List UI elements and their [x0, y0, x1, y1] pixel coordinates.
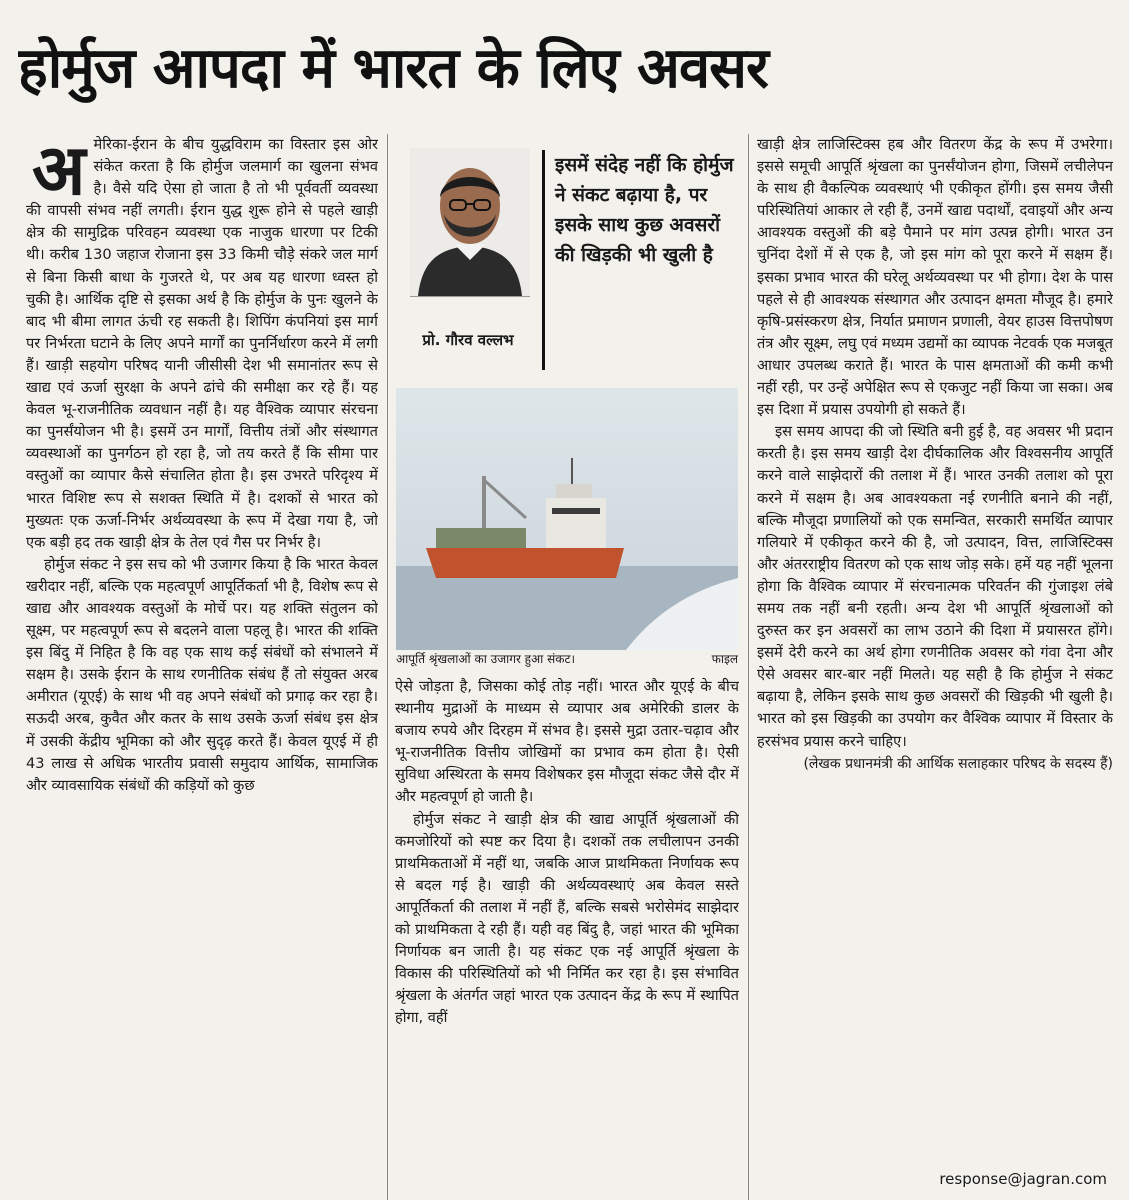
caption-text: आपूर्ति श्रृंखलाओं का उजागर हुआ संकट। [396, 652, 576, 666]
author-designation: (लेखक प्रधानमंत्री की आर्थिक सलाहकार परिषद के सदस्य हैं) [803, 755, 1113, 772]
article-column-3 [757, 134, 1113, 1200]
paragraph: ऐसे जोड़ता है, जिसका कोई तोड़ नहीं। भारत और यूएई के बीच स्थानीय मुद्राओं के माध्यम से व्यापार अब अमेरिकी डालर के बजाय रुपये और दिरहम में संभव है। इससे मुद्रा उतार-चढ़ाव और भू-राजनीतिक वित्तीय जोखिमों का प्रभाव कम होता है। ऐसी सुविधा अस्थिरता के समय विशेषकर इस मौजूदा संकट जैसे दौर में और महत्वपूर्ण हो जाती है। [395, 678, 739, 806]
article-column-2 [395, 676, 739, 1200]
dropcap: अ [32, 134, 86, 211]
headline: होर्मुज आपदा में भारत के लिए अवसर [18, 36, 768, 101]
paragraph: होर्मुज संकट ने इस सच को भी उजागर किया है कि भारत केवल खरीदार नहीं, बल्कि एक महत्वपूर्ण आपूर्तिकर्ता भी है, विशेष रूप से खाद्य और आवश्यक वस्तुओं के मोर्चे पर। यह शक्ति संतुलन को सूक्ष्म, पर महत्वपूर्ण रूप से बदलने वाला पहलू है। भारत की शक्ति इस बिंदु में निहित है कि वह एक साथ कई संबंधों को संभालने में सक्षम है। उसके ईरान के साथ रणनीतिक संबंध हैं तो संयुक्त अरब अमीरात (यूएई) के साथ भी वह अपने संबंधों को प्रगाढ़ कर रहा है। सऊदी अरब, कुवैत और कतर के साथ उसके ऊर्जा संबंध इस क्षेत्र में उसकी केंद्रीय भूमिका को और सुदृढ़ करते हैं। केवल यूएई में ही 43 लाख से अधिक भारतीय प्रवासी समुदाय आर्थिक, सामाजिक और व्यावसायिक संबंधों की कड़ियों को कुछ [26, 555, 378, 794]
pull-quote: इसमें संदेह नहीं कि होर्मुज ने संकट बढ़ाया है, पर इसके साथ कुछ अवसरों की खिड़की भी खुली है [542, 150, 745, 370]
column-rule [387, 134, 388, 1200]
ship-photo [396, 388, 738, 650]
paragraph: खाड़ी क्षेत्र लाजिस्टिक्स हब और वितरण केंद्र के रूप में उभरेगा। इससे समूची आपूर्ति श्रृंखला का पुनर्संयोजन होगा, जिसमें लचीलेपन के साथ ही वैकल्पिक व्यवस्थाएं भी एकीकृत होंगी। इस समय जैसी परिस्थितियां आकार ले रही हैं, उनमें खाद्य पदार्थों, दवाइयों और अन्य आवश्यक वस्तुओं की बड़े पैमाने पर मांग उत्पन्न होगी। भारत उन चुनिंदा देशों में से एक है, जो इस मांग को पूरा करने में सक्षम हैं। इसका प्रभाव भारत की घरेलू अर्थव्यवस्था पर भी होगा। देश के पास पहले से ही आवश्यक संस्थागत और उत्पादन क्षमता मौजूद है। हमारे कृषि-प्रसंस्करण क्षेत्र, निर्यात प्रमाणन प्रणाली, वेयर हाउस वित्तपोषण तंत्र और सूक्ष्म, लघु एवं मध्यम उद्यमों का व्यापक नेटवर्क एक मजबूत आधार उपलब्ध कराते हैं। भारत के पास क्षमताओं की कमी कभी नहीं रही, पर उन्हें अपेक्षित रूप से एकजुट नहीं किया जा सका। अब इस दिशा में प्रयास उपयोगी हो सकते हैं। [757, 136, 1113, 419]
paragraph: मेरिका-ईरान के बीच युद्धविराम का विस्तार इस ओर संकेत करता है कि होर्मुज जलमार्ग का खुलना संभव है। वैसे यदि ऐसा हो जाता है तो भी पूर्ववर्ती व्यवस्था की वापसी संभव नहीं लगती। ईरान युद्ध शुरू होने से पहले खाड़ी क्षेत्र की सामुद्रिक परिवहन व्यवस्था एक नाजुक धारणा पर टिकी थी। करीब 130 जहाज रोजाना इस 33 किमी चौड़े संकरे जल मार्ग से बिना किसी बाधा के गुजरते थे, पर अब यह धारणा ध्वस्त हो चुकी है। आर्थिक दृष्टि से इसका अर्थ है कि होर्मुज के पुनः खुलने के बाद भी बीमा लागत ऊंची रह सकती है। शिपिंग कंपनियां इस मार्ग पर निर्भरता घटाने के लिए अपने मार्गों का पुनर्निर्धारण करने में लगी हैं। खाड़ी सहयोग परिषद यानी जीसीसी देश भी समानांतर रूप से खाद्य एवं ऊर्जा सुरक्षा के अपने ढांचे की समीक्षा कर रहे हैं। यह केवल भू-राजनीतिक व्यवधान नहीं है। यह वैश्विक व्यापार संरचना का पुनर्संयोजन भी है। इसमें उन मार्गों, वित्तीय तंत्रों और संस्थागत व्यवस्थाओं का पुनर्गठन हो रहा है, जो तय करते हैं कि सीमा पार वस्तुओं का व्यापार कैसे संचालित होता है। इस उभरते परिदृश्य में भारत विशिष्ट रूप से सशक्त स्थिति में है। दशकों से भारत को मुख्यतः एक ऊर्जा-निर्भर अर्थव्यवस्था के रूप में देखा गया है, जो एक बड़ी हद तक खाड़ी क्षेत्र के तेल एवं गैस पर निर्भर है। [26, 136, 378, 551]
contact-email[interactable]: response@jagran.com [939, 1170, 1107, 1188]
paragraph: इस समय आपदा की जो स्थिति बनी हुई है, वह अवसर भी प्रदान करती है। इस समय खाड़ी देश दीर्घकालिक और विश्वसनीय आपूर्ति करने वाले साझेदारों की तलाश में हैं। भारत उनकी तलाश को पूरा करने में सक्षम है। अब आवश्यकता नई रणनीति बनाने की नहीं, बल्कि मौजूदा प्रणालियों को एक समन्वित, सरकारी समर्थित व्यापार गलियारे में एकीकृत करने की है, जो उत्पादन, वित्त, लाजिस्टिक्स और अंतरराष्ट्रीय वितरण को एक साथ जोड़ सके। हमें यह नहीं भूलना होगा कि वैश्विक व्यापार में संरचनात्मक परिवर्तन की गुंजाइश लंबे समय तक नहीं बनी रहती। अन्य देश भी आपूर्ति श्रृंखलाओं को दुरुस्त कर इन अवसरों का लाभ उठाने की दिशा में प्रयासरत होंगे। इसमें देरी करने का अर्थ होगा रणनीतिक अवसर को गंवा देना और ऐसे अवसर बार-बार नहीं मिलते। यह सही है कि होर्मुज ने संकट बढ़ाया है, लेकिन इसके साथ कुछ अवसरों की खिड़की भी खुली है। भारत को इस खिड़की का उपयोग कर वैश्विक व्यापार में विस्तार के हरसंभव प्रयास करने चाहिए। [757, 423, 1113, 750]
author-name: प्रो. गौरव वल्लभ [422, 331, 514, 349]
photo-credit: फाइल [711, 652, 738, 666]
photo-caption [396, 650, 738, 668]
paragraph: होर्मुज संकट ने खाड़ी क्षेत्र की खाद्य आपूर्ति श्रृंखलाओं की कमजोरियों को स्पष्ट कर दिया है। दशकों तक लचीलापन उनकी प्राथमिकताओं में नहीं था, जबकि आज प्राथमिकता निर्णायक रूप से बदल गई है। खाड़ी की अर्थव्यवस्थाएं अब केवल सस्ते आपूर्तिकर्ता की तलाश में नहीं हैं, बल्कि सबसे भरोसेमंद साझेदार को प्राथमिकता दे रही हैं। यही वह बिंदु है, जहां भारत की भूमिका निर्णायक बन जाती है। यह संकट एक नई आपूर्ति श्रृंखला के विकास की परिस्थितियों को भी निर्मित कर रहा है। इस संभावित श्रृंखला के अंतर्गत जहां भारत एक उत्पादन केंद्र के रूप में स्थापित होगा, वहीं [395, 810, 739, 1027]
cargo-ship-image [396, 388, 738, 650]
feature-box [396, 138, 738, 668]
author-photo [410, 148, 530, 296]
author-portrait [410, 148, 530, 297]
column-rule [748, 134, 749, 1200]
article-column-1 [26, 134, 378, 1200]
